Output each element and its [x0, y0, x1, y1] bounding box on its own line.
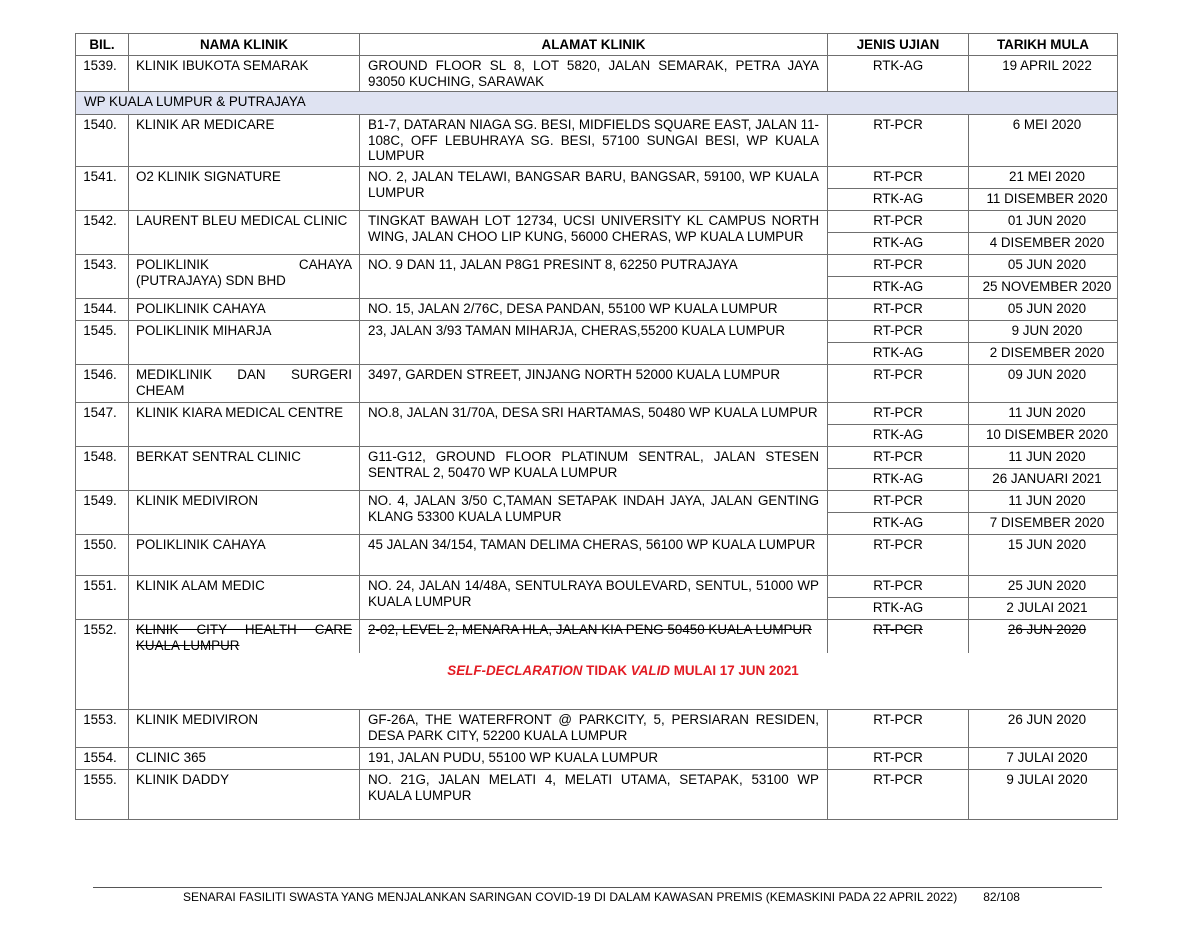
- test-type-cell: [828, 189, 969, 211]
- clinic-name-cell: [129, 403, 360, 447]
- clinic-name: POLIKLINIK CAHAYA: [136, 301, 266, 316]
- clinic-address: 3497, GARDEN STREET, JINJANG NORTH 52000 KUALA LUMPUR: [368, 367, 781, 382]
- header-bil: BIL.: [76, 34, 129, 56]
- clinic-name: BERKAT SENTRAL CLINIC: [136, 449, 301, 464]
- clinic-name: LAURENT BLEU MEDICAL CLINIC: [136, 213, 348, 228]
- clinic-address-cell: [360, 255, 828, 299]
- start-date: 2 JULAI 2021: [1006, 600, 1088, 615]
- start-date: 6 MEI 2020: [1012, 117, 1082, 132]
- clinic-address-cell: [360, 535, 828, 576]
- clinic-address-cell: [360, 447, 828, 491]
- table-row: [76, 115, 1118, 167]
- clinic-address: NO. 21G, JALAN MELATI 4, MELATI UTAMA, SETAPAK, 53100 WP KUALA LUMPUR: [368, 772, 819, 803]
- start-date-cell: [969, 277, 1118, 299]
- header-row: [76, 34, 1118, 56]
- clinic-address: TINGKAT BAWAH LOT 12734, UCSI UNIVERSITY KL CAMPUS NORTH WING, JALAN CHOO LIP KUNG, 56000 CHERAS, WP KUALA LUMPUR: [368, 213, 819, 244]
- test-type: RT-PCR: [873, 772, 923, 788]
- notice-self-declaration: SELF-DECLARATION: [447, 663, 583, 679]
- clinic-address-cell: [360, 115, 828, 167]
- clinic-address-cell: [360, 211, 828, 255]
- clinic-address-cell: [360, 299, 828, 321]
- table-row: [76, 211, 1118, 233]
- table-row: [76, 748, 1118, 770]
- test-type-cell: [828, 598, 969, 620]
- test-type: RTK-AG: [872, 345, 924, 360]
- clinic-name-cell: [129, 710, 360, 748]
- test-type: RT-PCR: [873, 578, 923, 593]
- test-type: RT-PCR: [873, 712, 923, 728]
- clinic-name: CLINIC 365: [136, 750, 206, 766]
- start-date: 11 JUN 2020: [1008, 405, 1086, 420]
- test-type-cell: [828, 491, 969, 513]
- row-number-text: 1539.: [83, 58, 117, 73]
- clinic-name-cell: [129, 365, 360, 403]
- notice-date: MULAI 17 JUN 2021: [669, 663, 799, 679]
- test-type-cell: [828, 710, 969, 748]
- clinic-address: NO. 9 DAN 11, JALAN P8G1 PRESINT 8, 62250 PUTRAJAYA: [368, 257, 738, 272]
- row-number-text: 1547.: [83, 405, 117, 420]
- row-number-text: 1554.: [83, 750, 117, 766]
- clinic-address: NO. 15, JALAN 2/76C, DESA PANDAN, 55100 WP KUALA LUMPUR: [368, 301, 778, 316]
- header-tarikh-mula: TARIKH MULA: [969, 34, 1118, 56]
- clinic-address-cell: [360, 167, 828, 211]
- table-row: [76, 576, 1118, 598]
- row-number-text: 1540.: [83, 117, 117, 132]
- clinic-name-cell: [129, 491, 360, 535]
- row-number: [76, 299, 129, 321]
- clinic-name: KLINIK CITY HEALTH CARE KUALA LUMPUR: [136, 622, 352, 653]
- header-jenis-ujian: JENIS UJIAN: [828, 34, 969, 56]
- start-date: 25 JUN 2020: [1007, 578, 1087, 593]
- test-type-cell: [828, 56, 969, 92]
- test-type: RT-PCR: [873, 257, 923, 272]
- test-type-cell: [828, 115, 969, 167]
- row-number: [76, 403, 129, 447]
- test-type: RT-PCR: [873, 449, 923, 464]
- start-date: 2 DISEMBER 2020: [989, 345, 1105, 360]
- test-type: RT-PCR: [873, 537, 923, 552]
- test-type: RTK-AG: [872, 191, 924, 206]
- clinic-address: GF-26A, THE WATERFRONT @ PARKCITY, 5, PERSIARAN RESIDEN, DESA PARK CITY, 52200 KUALA LUMPUR: [368, 712, 819, 743]
- start-date: 19 APRIL 2022: [1002, 58, 1092, 73]
- start-date-cell: [969, 56, 1118, 92]
- clinic-address: 23, JALAN 3/93 TAMAN MIHARJA, CHERAS,55200 KUALA LUMPUR: [368, 323, 785, 338]
- start-date-cell: [969, 425, 1118, 447]
- clinic-address: 191, JALAN PUDU, 55100 WP KUALA LUMPUR: [368, 750, 659, 766]
- test-type-cell: [828, 770, 969, 820]
- test-type-cell: [828, 447, 969, 469]
- table-row: [76, 491, 1118, 513]
- clinic-name: MEDIKLINIK DAN SURGERI CHEAM: [136, 367, 352, 398]
- start-date-cell: [969, 620, 1118, 654]
- start-date: 09 JUN 2020: [1007, 367, 1087, 382]
- test-type: RT-PCR: [873, 750, 923, 766]
- row-number: [76, 321, 129, 365]
- clinic-address: 2-02, LEVEL 2, MENARA HLA, JALAN KIA PENG 50450 KUALA LUMPUR: [368, 622, 812, 637]
- notice-text: TIDAK: [582, 663, 631, 679]
- row-number-text: 1543.: [83, 257, 117, 272]
- start-date: 11 JUN 2020: [1008, 449, 1086, 464]
- start-date: 11 JUN 2020: [1008, 493, 1086, 508]
- start-date: 11 DISEMBER 2020: [986, 191, 1108, 206]
- clinic-address: NO. 24, JALAN 14/48A, SENTULRAYA BOULEVARD, SENTUL, 51000 WP KUALA LUMPUR: [368, 578, 819, 609]
- clinic-name-cell: [129, 748, 360, 770]
- row-number-text: 1550.: [83, 537, 117, 552]
- row-number: [76, 447, 129, 491]
- test-type: RTK-AG: [872, 235, 924, 250]
- start-date-cell: [969, 255, 1118, 277]
- validity-notice: [129, 663, 1117, 678]
- clinic-name: POLIKLINIK CAHAYA (PUTRAJAYA) SDN BHD: [136, 257, 352, 288]
- test-type-cell: [828, 343, 969, 365]
- clinic-name-cell: [129, 447, 360, 491]
- table-row: [76, 321, 1118, 343]
- clinic-address-cell: [360, 576, 828, 620]
- row-number: [76, 710, 129, 748]
- row-number: [76, 167, 129, 211]
- row-number-text: 1555.: [83, 772, 117, 788]
- clinic-address-cell: [360, 770, 828, 820]
- start-date-cell: [969, 770, 1118, 820]
- row-number-text: 1548.: [83, 449, 117, 464]
- start-date-cell: [969, 403, 1118, 425]
- header-alamat-klinik: ALAMAT KLINIK: [360, 34, 828, 56]
- test-type-cell: [828, 233, 969, 255]
- start-date-cell: [969, 598, 1118, 620]
- clinic-name: KLINIK MEDIVIRON: [136, 493, 259, 508]
- test-type-cell: [828, 167, 969, 189]
- clinic-name-cell: [129, 211, 360, 255]
- test-type: RT-PCR: [873, 622, 923, 637]
- start-date: 15 JUN 2020: [1007, 537, 1087, 552]
- start-date-cell: [969, 167, 1118, 189]
- table-row: [76, 403, 1118, 425]
- clinic-address-cell: [360, 620, 828, 654]
- start-date: 21 MEI 2020: [1009, 169, 1085, 184]
- start-date-cell: [969, 299, 1118, 321]
- table-row: [76, 255, 1118, 277]
- start-date-cell: [969, 535, 1118, 576]
- test-type-cell: [828, 299, 969, 321]
- page-number: 82/108: [983, 890, 1020, 904]
- clinic-address: G11-G12, GROUND FLOOR PLATINUM SENTRAL, JALAN STESEN SENTRAL 2, 50470 WP KUALA LUMPUR: [368, 449, 819, 480]
- clinic-address: NO. 4, JALAN 3/50 C,TAMAN SETAPAK INDAH JAYA, JALAN GENTING KLANG 53300 KUALA LUMPUR: [368, 493, 819, 524]
- start-date-cell: [969, 211, 1118, 233]
- clinic-name-cell: [129, 115, 360, 167]
- clinic-name-cell: [129, 167, 360, 211]
- clinic-address: NO.8, JALAN 31/70A, DESA SRI HARTAMAS, 50480 WP KUALA LUMPUR: [368, 405, 818, 420]
- start-date: 7 JULAI 2020: [1006, 750, 1088, 766]
- clinic-name-cell: [129, 576, 360, 620]
- table-row: [76, 535, 1118, 576]
- clinic-name: KLINIK MEDIVIRON: [136, 712, 259, 728]
- start-date-cell: [969, 491, 1118, 513]
- notice-cell: [129, 653, 1118, 710]
- test-type-cell: [828, 576, 969, 598]
- table-row: [76, 770, 1118, 820]
- row-number-text: 1553.: [83, 712, 117, 728]
- start-date-cell: [969, 189, 1118, 211]
- test-type-cell: [828, 403, 969, 425]
- start-date: 9 JULAI 2020: [1006, 772, 1088, 788]
- test-type: RTK-AG: [872, 279, 924, 294]
- test-type: RT-PCR: [873, 301, 923, 316]
- test-type: RTK-AG: [872, 515, 924, 530]
- clinic-address: NO. 2, JALAN TELAWI, BANGSAR BARU, BANGSAR, 59100, WP KUALA LUMPUR: [368, 169, 819, 200]
- row-number-text: 1546.: [83, 367, 117, 382]
- clinic-address-cell: [360, 365, 828, 403]
- start-date: 26 JUN 2020: [1007, 712, 1087, 728]
- test-type: RT-PCR: [873, 213, 923, 228]
- table-row: [76, 167, 1118, 189]
- clinic-address-cell: [360, 321, 828, 365]
- row-number: [76, 576, 129, 620]
- row-number: [76, 620, 129, 710]
- row-number-text: 1549.: [83, 493, 117, 508]
- start-date-cell: [969, 115, 1118, 167]
- footer-text: SENARAI FASILITI SWASTA YANG MENJALANKAN SARINGAN COVID-19 DI DALAM KAWASAN PREMIS (KEMASKINI PADA 22 APRIL 2022): [183, 890, 958, 904]
- clinic-name: POLIKLINIK CAHAYA: [136, 537, 266, 552]
- clinic-name: POLIKLINIK MIHARJA: [136, 323, 272, 338]
- clinic-address: 45 JALAN 34/154, TAMAN DELIMA CHERAS, 56100 WP KUALA LUMPUR: [368, 537, 816, 552]
- row-number: [76, 115, 129, 167]
- clinic-name: KLINIK IBUKOTA SEMARAK: [136, 58, 309, 73]
- test-type: RTK-AG: [872, 600, 924, 615]
- clinic-address-cell: [360, 491, 828, 535]
- test-type-cell: [828, 365, 969, 403]
- start-date: 9 JUN 2020: [1011, 323, 1083, 338]
- start-date-cell: [969, 748, 1118, 770]
- footer-divider: [93, 887, 1102, 888]
- table-row: [76, 56, 1118, 92]
- test-type: RTK-AG: [872, 58, 924, 73]
- start-date-cell: [969, 576, 1118, 598]
- start-date: 26 JANUARI 2021: [992, 471, 1102, 486]
- clinic-name-cell: [129, 770, 360, 820]
- start-date-cell: [969, 513, 1118, 535]
- row-number: [76, 770, 129, 820]
- clinic-address-cell: [360, 710, 828, 748]
- test-type-cell: [828, 748, 969, 770]
- section-title: WP KUALA LUMPUR & PUTRAJAYA: [76, 92, 1118, 115]
- test-type-cell: [828, 620, 969, 654]
- notice-row: [76, 653, 1118, 710]
- start-date-cell: [969, 233, 1118, 255]
- row-number-text: 1551.: [83, 578, 117, 593]
- clinic-address-cell: [360, 403, 828, 447]
- start-date-cell: [969, 469, 1118, 491]
- row-number: [76, 255, 129, 299]
- row-number: [76, 491, 129, 535]
- clinic-name-cell: [129, 535, 360, 576]
- test-type: RT-PCR: [873, 323, 923, 338]
- clinic-address: GROUND FLOOR SL 8, LOT 5820, JALAN SEMARAK, PETRA JAYA 93050 KUCHING, SARAWAK: [368, 58, 819, 89]
- clinic-table: [75, 33, 1118, 820]
- row-number: [76, 748, 129, 770]
- clinic-address-cell: [360, 56, 828, 92]
- table-row: [76, 299, 1118, 321]
- row-number-text: 1542.: [83, 213, 117, 228]
- test-type-cell: [828, 277, 969, 299]
- test-type: RTK-AG: [872, 471, 924, 486]
- page-footer: [183, 890, 1020, 904]
- clinic-name-cell: [129, 321, 360, 365]
- row-number: [76, 365, 129, 403]
- clinic-name: KLINIK KIARA MEDICAL CENTRE: [136, 405, 344, 420]
- row-number-text: 1544.: [83, 301, 117, 316]
- start-date-cell: [969, 321, 1118, 343]
- test-type-cell: [828, 513, 969, 535]
- test-type-cell: [828, 535, 969, 576]
- test-type-cell: [828, 211, 969, 233]
- start-date: 4 DISEMBER 2020: [989, 235, 1105, 250]
- start-date-cell: [969, 365, 1118, 403]
- clinic-name-cell: [129, 620, 360, 654]
- clinic-address-cell: [360, 748, 828, 770]
- clinic-name: KLINIK ALAM MEDIC: [136, 578, 265, 593]
- start-date-cell: [969, 343, 1118, 365]
- test-type-cell: [828, 469, 969, 491]
- start-date: 25 NOVEMBER 2020: [982, 279, 1112, 294]
- test-type-cell: [828, 321, 969, 343]
- table-row: [76, 365, 1118, 403]
- notice-valid: VALID: [630, 663, 670, 679]
- row-number-text: 1552.: [83, 622, 117, 637]
- header-nama-klinik: NAMA KLINIK: [129, 34, 360, 56]
- test-type: RT-PCR: [873, 493, 923, 508]
- start-date: 05 JUN 2020: [1007, 301, 1087, 316]
- test-type: RT-PCR: [873, 169, 923, 184]
- test-type: RT-PCR: [873, 405, 923, 420]
- clinic-name-cell: [129, 299, 360, 321]
- row-number: [76, 56, 129, 92]
- test-type: RT-PCR: [873, 117, 923, 132]
- clinic-name-cell: [129, 255, 360, 299]
- start-date: 10 DISEMBER 2020: [985, 427, 1109, 442]
- start-date: 01 JUN 2020: [1007, 213, 1087, 228]
- start-date-cell: [969, 710, 1118, 748]
- clinic-name: KLINIK DADDY: [136, 772, 230, 788]
- clinic-name-cell: [129, 56, 360, 92]
- row-number: [76, 211, 129, 255]
- start-date: 26 JUN 2020: [1007, 622, 1087, 637]
- row-number: [76, 535, 129, 576]
- clinic-name: KLINIK AR MEDICARE: [136, 117, 275, 132]
- table-row: [76, 620, 1118, 654]
- test-type: RT-PCR: [873, 367, 923, 382]
- test-type-cell: [828, 255, 969, 277]
- clinic-address: B1-7, DATARAN NIAGA SG. BESI, MIDFIELDS SQUARE EAST, JALAN 11-108C, OFF LEBUHRAYA SG. BESI, 57100 SUNGAI BESI, WP KUALA LUMPUR: [368, 117, 819, 164]
- start-date: 7 DISEMBER 2020: [989, 515, 1105, 530]
- row-number-text: 1545.: [83, 323, 117, 338]
- start-date-cell: [969, 447, 1118, 469]
- clinic-name: O2 KLINIK SIGNATURE: [136, 169, 281, 184]
- table-row: [76, 710, 1118, 748]
- test-type-cell: [828, 425, 969, 447]
- row-number-text: 1541.: [83, 169, 117, 184]
- table-row: [76, 447, 1118, 469]
- start-date: 05 JUN 2020: [1007, 257, 1087, 272]
- section-row: [76, 92, 1118, 115]
- test-type: RTK-AG: [872, 427, 924, 442]
